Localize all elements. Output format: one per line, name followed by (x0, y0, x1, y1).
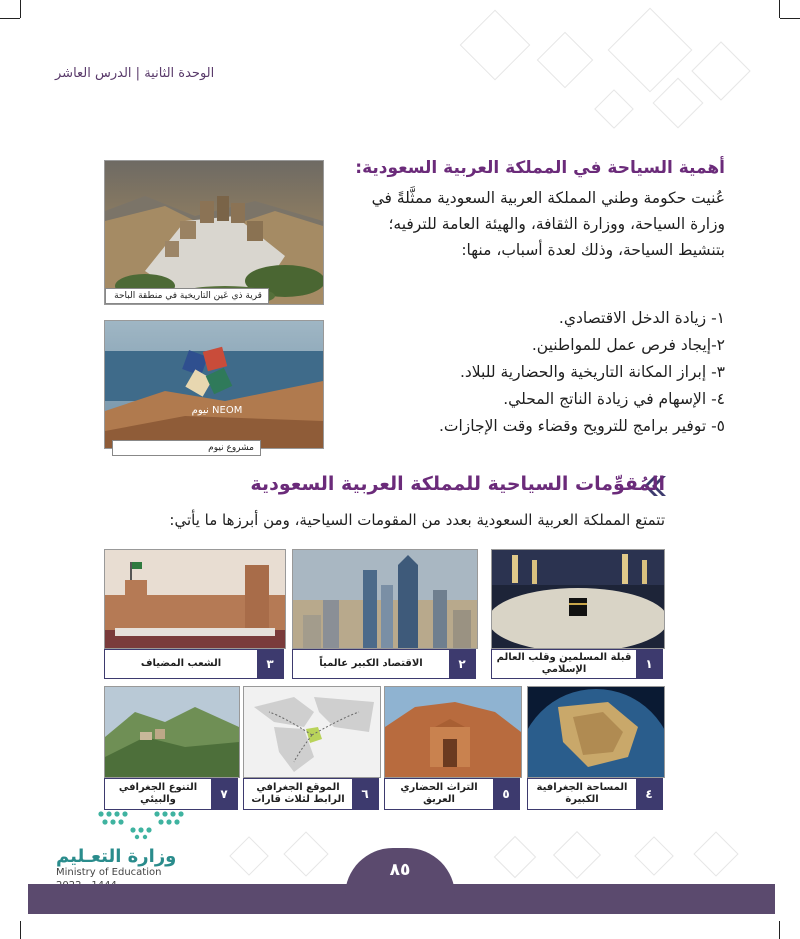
tourism-importance-paragraph: عُنيت حكومة وطني المملكة العربية السعودية ممثَّلةً في وزارة السياحة، ووزارة الثقافة، والهيئة العامة للترفيه؛ بتنشيط السياحة، وذلك لعدة أسباب، منها: (371, 189, 725, 259)
decor-diamond (553, 831, 601, 879)
component-number: ٤ (636, 779, 662, 809)
decor-diamond (653, 78, 704, 129)
ministry-name-arabic: وزارة التعـليم (56, 846, 177, 867)
crop-mark (780, 18, 800, 19)
reason-item: ٢-إيجاد فرص عمل للمواطنين. (531, 336, 725, 354)
component-card-2 (292, 549, 476, 678)
decor-diamond (691, 41, 750, 100)
component-card-3 (104, 549, 284, 678)
arabian-peninsula-photo (527, 686, 665, 778)
component-caption (384, 778, 520, 810)
component-caption (104, 649, 284, 679)
decor-diamond (229, 836, 269, 876)
neom-logo-text: نيوم NEOM (191, 405, 243, 416)
heritage-photo (384, 686, 522, 778)
people-photo (104, 549, 286, 649)
crop-mark (0, 18, 20, 19)
component-label: التراث الحضاري العريق (400, 782, 478, 805)
components-intro: تتمتع المملكة العربية السعودية بعدد من المقومات السياحية، ومن أبرزها ما يأتي: (169, 511, 665, 529)
page-header: الوحدة الثانية | الدرس العاشر (55, 66, 215, 81)
kaaba-photo (491, 549, 665, 649)
component-number: ١ (636, 650, 662, 678)
component-label: المساحة الجغرافية الكبيرة (536, 782, 628, 805)
village-caption: قرية ذي عَين التاريخية في منطقة الباحة (105, 288, 269, 304)
component-card-6 (243, 686, 379, 808)
component-number: ٦ (352, 779, 378, 809)
decor-diamond (634, 836, 674, 876)
reason-item: ١- زيادة الدخل الاقتصادي. (558, 309, 725, 327)
riyadh-skyline-photo (292, 549, 478, 649)
decor-diamond (537, 32, 594, 89)
component-number: ٧ (211, 779, 237, 809)
decor-diamond (283, 831, 328, 876)
component-number: ٢ (449, 650, 475, 678)
component-card-7 (104, 686, 238, 808)
village-illustration (105, 161, 323, 304)
reasons-list (345, 305, 725, 440)
mountains-photo (104, 686, 240, 778)
tourism-importance-heading: أهمية السياحة في المملكة العربية السعودية: (355, 158, 725, 178)
component-caption (292, 649, 476, 679)
reason-item: ٤- الإسهام في زيادة الناتج المحلي. (503, 390, 725, 408)
component-label: التنوع الجغرافي والبيئي (118, 782, 198, 805)
reason-item: ٣- إبراز المكانة التاريخية والحضارية للبلاد. (459, 363, 725, 381)
component-caption (491, 649, 663, 679)
component-card-4 (527, 686, 663, 808)
component-caption (243, 778, 379, 810)
neom-photo (104, 320, 324, 449)
component-caption (527, 778, 663, 810)
village-photo (104, 160, 324, 305)
ministry-logo-icon (95, 808, 187, 840)
decor-diamond (594, 89, 634, 129)
neom-illustration (105, 321, 323, 448)
crop-mark (20, 921, 21, 939)
components-title: المُقوِّمات السياحية للمملكة العربية السعودية (250, 473, 665, 495)
decor-diamond (693, 831, 738, 876)
reason-item: ٥- توفير برامج للترويح وقضاء وقت الإجازات. (438, 417, 725, 435)
component-label: الشعب المضياف (140, 658, 222, 669)
crop-mark (779, 921, 780, 939)
component-card-1 (491, 549, 663, 678)
crop-mark (779, 0, 780, 18)
component-number: ٣ (257, 650, 283, 678)
component-card-5 (384, 686, 520, 808)
component-label: الموقع الجغرافي الرابط لثلاث قارات (251, 782, 345, 805)
component-caption (104, 778, 238, 810)
component-number: ٥ (493, 779, 519, 809)
ministry-name-english: Ministry of Education (56, 867, 162, 878)
page-number: ٨٥ (389, 860, 411, 880)
component-label: الاقتصاد الكبير عالمياً (319, 658, 423, 669)
decor-diamond (494, 836, 536, 878)
neom-caption: مشروع نيوم (112, 440, 261, 456)
world-map-photo (243, 686, 381, 778)
decor-diamond (460, 10, 531, 81)
crop-mark (20, 0, 21, 18)
component-label: قبلة المسلمين وقلب العالم الإسلامي (496, 652, 632, 675)
